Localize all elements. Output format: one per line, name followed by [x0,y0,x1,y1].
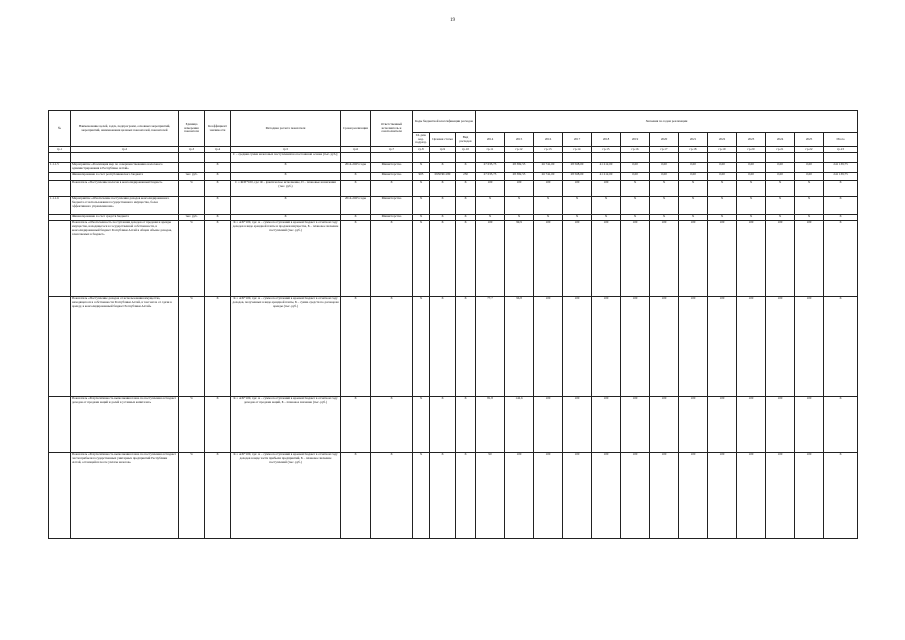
row-value-2025 [795,152,824,162]
row-name: Мероприятие «Обеспечение поступления доходов консолидированного бюджета от использования государственного имущества, более эффективного управления им» [71,196,179,214]
row-budget-2: 0930301180 [430,172,456,180]
header-year-2023: 2023 [737,133,766,147]
row-value-2017: Х [563,196,592,214]
row-method: К = А/Б*100, где: А – сумма поступлений в краевой бюджет в отчетном году доходов, полученных в виде арендной платы, Б – сумма средств по договорам аренды (тыс. руб.) [231,296,341,396]
row-value-2023: Х [737,214,766,220]
header-budget-sub-2: Целевая статья [430,133,456,147]
table-row [49,196,858,214]
row-value-2022: Х [708,180,737,196]
row-value-2015: 99,9 [505,220,534,296]
row-total: Х [824,396,858,452]
row-value-2018: 41 212,00 [592,172,621,180]
row-value-2023: 100 [737,220,766,296]
row-coef: Х [205,214,231,220]
row-total: Х [824,196,858,214]
row-value-2016: Х [534,214,563,220]
row-value-2015: Х [505,196,534,214]
column-number: гр.18 [679,147,708,153]
row-unit: % [179,296,205,396]
header-period: Сроки реализации [341,111,371,147]
row-value-2022: 100 [708,452,737,538]
header-num: № [49,111,71,147]
row-budget-2: Х [430,220,456,296]
row-method: К = А/Б*100, где: А – сумма поступлений в краевой бюджет в отчетном году доходов от продажи акций, Б – плановое значение (тыс. руб.) [231,396,341,452]
row-period: Х [341,180,371,196]
row-period: Х [341,172,371,180]
row-budget-2: Х [430,196,456,214]
row-value-2025: Х [795,180,824,196]
row-name [71,152,179,162]
row-value-2015: Х [505,214,534,220]
row-coef: Х [205,162,231,172]
row-coef: Х [205,196,231,214]
column-number: гр.20 [737,147,766,153]
row-name: Показатель «Обеспеченность поступления доходов от продажи и аренды имущества, находящегося в государственной собственности, в консолидированный бюджет Республики Алтай в общем объеме доходов, зачисляемых в бюджет» [71,220,179,296]
row-value-2015: 100 [505,180,534,196]
row-method: Х [231,196,341,214]
row-value-2014: Х [476,196,505,214]
row-value-2017: 28 568,00 [563,172,592,180]
row-value-2019: 0,00 [621,162,650,172]
row-value-2020 [650,152,679,162]
row-method: С – средняя сумма налоговых поступлений на постоянной основе (тыс. руб.); [231,152,341,162]
row-budget-2: Х [430,162,456,172]
header-year-2020: 2020 [650,133,679,147]
row-value-2024: 100 [766,220,795,296]
row-num [49,396,71,452]
row-value-2019: 0,00 [621,172,650,180]
header-total: Итого [824,133,858,147]
row-value-2017: 28 568,00 [563,162,592,172]
column-number: гр.17 [650,147,679,153]
row-value-2016: Х [534,196,563,214]
row-value-2017 [563,152,592,162]
row-total: 241 139,75 [824,172,858,180]
row-value-2025: Х [795,196,824,214]
row-unit: % [179,220,205,296]
row-value-2024: Х [766,196,795,214]
row-value-2020: 100 [650,220,679,296]
row-value-2023: 0,00 [737,162,766,172]
row-budget-3: Х [456,214,476,220]
row-value-2024: 0,00 [766,162,795,172]
row-value-2024: 100 [766,296,795,396]
row-value-2021: 100 [679,452,708,538]
row-value-2021: Х [679,214,708,220]
row-value-2024 [766,152,795,162]
row-value-2018: 100 [592,180,621,196]
header-year-2018: 2018 [592,133,621,147]
row-unit [179,196,205,214]
row-responsible: Министерство [371,214,413,220]
row-value-2017: 100 [563,396,592,452]
header-year-2014: 2014 [476,133,505,147]
row-period: Х [341,452,371,538]
row-budget-2: Х [430,296,456,396]
row-budget-2: Х [430,180,456,196]
row-name: Показатель «Результативность выполнения плана по поступлению в бюджет доходов от продажи акций и долей в уставных капиталах» [71,396,179,452]
page-number: 19 [450,18,455,23]
row-value-2017: 100 [563,296,592,396]
row-name: Финансирование за счет средств бюджета [71,214,179,220]
row-value-2018: 100 [592,296,621,396]
row-value-2021: Х [679,180,708,196]
column-number: гр.3 [179,147,205,153]
row-value-2016: 26 741,00 [534,162,563,172]
row-value-2018: 100 [592,396,621,452]
row-value-2022: Х [708,196,737,214]
row-value-2019: Х [621,196,650,214]
row-coef: Х [205,296,231,396]
header-method: Методика расчета показателя [231,111,341,147]
row-budget-1: Х [413,296,430,396]
row-value-2019: 100 [621,220,650,296]
column-number: гр.8 [413,147,430,153]
column-number: гр.6 [341,147,371,153]
row-value-2017: 100 [563,452,592,538]
column-number: гр.5 [231,147,341,153]
row-num [49,152,71,162]
program-table [48,110,858,539]
column-number: гр.2 [71,147,179,153]
row-num [49,296,71,396]
row-value-2023: 100 [737,296,766,396]
row-budget-2: Х [430,452,456,538]
header-year-2021: 2021 [679,133,708,147]
header-budget-sub-1: ГА дин. код. подразд. [413,133,430,147]
column-number: гр.12 [505,147,534,153]
row-value-2023 [737,152,766,162]
row-value-2018: Х [592,214,621,220]
table-row [49,220,858,296]
table-row [49,152,858,162]
row-value-2025: 0,00 [795,162,824,172]
row-method: Х [231,214,341,220]
row-value-2025: 0,00 [795,172,824,180]
row-value-2018: 100 [592,452,621,538]
row-responsible: Министерство [371,162,413,172]
row-total: 241 139,75 [824,162,858,172]
row-budget-1: 905 [413,172,430,180]
row-value-2014: 100 [476,220,505,296]
row-responsible: Министерство [371,196,413,214]
column-number: гр.16 [621,147,650,153]
row-value-2025: 100 [795,452,824,538]
row-value-2022 [708,152,737,162]
row-value-2018: 41 212,00 [592,162,621,172]
column-number: гр.23 [824,147,858,153]
header-name: Наименование целей, задач, подпрограмм, основных мероприятий, мероприятий, наименования целевых показателей, показателей [71,111,179,147]
row-value-2022: 0,00 [708,172,737,180]
row-value-2024: 0,00 [766,172,795,180]
row-method: Х [231,172,341,180]
row-num [49,452,71,538]
row-value-2025: Х [795,214,824,220]
row-value-2020: 0,00 [650,172,679,180]
row-total: Х [824,214,858,220]
row-value-2023: 100 [737,396,766,452]
row-responsible: Х [371,296,413,396]
row-value-2016: 100 [534,180,563,196]
row-method: Х [231,162,341,172]
row-value-2017: Х [563,214,592,220]
table-row [49,396,858,452]
row-total: Х [824,180,858,196]
column-number: гр.9 [430,147,456,153]
row-value-2024: 100 [766,396,795,452]
row-value-2015 [505,152,534,162]
row-value-2014: 100 [476,180,505,196]
row-value-2021: 100 [679,396,708,452]
row-value-2017: 100 [563,220,592,296]
row-responsible: Х [371,452,413,538]
row-method: К = А/Б*100, где: А – сумма поступлений в краевой бюджет в отчетном году доходов в виде арендной платы и продажи имущества, Б – плановое значение поступлений (тыс. руб.) [231,220,341,296]
header-year-2025: 2025 [795,133,824,147]
row-budget-3 [456,152,476,162]
row-value-2021: 100 [679,220,708,296]
row-value-2025: 100 [795,396,824,452]
header-values: Значения по годам реализации [476,111,858,133]
row-coef: Х [205,172,231,180]
row-value-2021: 0,00 [679,162,708,172]
row-value-2015: 96,8 [505,296,534,396]
row-name: Показатель «Поступление доходов от использования имущества, находящегося в собственности Республики Алтай, в том числе от сдачи в аренду, в консолидированный бюджет Республики Алтай» [71,296,179,396]
row-value-2015: 142,6 [505,396,534,452]
column-number: гр.15 [592,147,621,153]
row-num [49,220,71,296]
header-year-2016: 2016 [534,133,563,147]
column-number: гр.13 [534,147,563,153]
row-budget-3: Х [456,162,476,172]
row-budget-1 [413,152,430,162]
row-value-2021: 0,00 [679,172,708,180]
row-coef: Х [205,396,231,452]
row-unit: % [179,396,205,452]
column-number: гр.22 [795,147,824,153]
row-budget-3: Х [456,220,476,296]
row-value-2022: 100 [708,396,737,452]
row-budget-3: Х [456,396,476,452]
column-number: гр.10 [456,147,476,153]
row-method: С = Ф/П*100, где: Ф – фактическое исполнение, П – плановые назначения (тыс. руб.) [231,180,341,196]
row-value-2024: Х [766,214,795,220]
column-number: гр.7 [371,147,413,153]
row-budget-1: Х [413,396,430,452]
row-value-2014: Х [476,214,505,220]
table-row [49,452,858,538]
table-row [49,162,858,172]
row-total [824,152,858,162]
row-value-2023: 100 [737,452,766,538]
header-coef: Коэффициент значимости [205,111,231,147]
row-budget-3: 250 [456,172,476,180]
row-num [49,180,71,196]
row-budget-3: Х [456,180,476,196]
row-period: 2014-2025 годы [341,162,371,172]
row-value-2016: 100 [534,220,563,296]
row-budget-1: Х [413,196,430,214]
row-value-2019: Х [621,214,650,220]
row-value-2020: Х [650,196,679,214]
header-year-2024: 2024 [766,133,795,147]
row-value-2014: 27 035,75 [476,172,505,180]
row-value-2023: Х [737,196,766,214]
row-method: К = А/Б*100, где: А – сумма поступлений в краевой бюджет в отчетном году доходов в виде части прибыли предприятий, Б – плановое значение поступлений (тыс. руб.) [231,452,341,538]
row-unit [179,162,205,172]
row-responsible: Министерство [371,172,413,180]
row-value-2014: 27 035,75 [476,162,505,172]
row-value-2018: Х [592,196,621,214]
row-value-2015: 28 382,55 [505,172,534,180]
row-budget-1: Х [413,220,430,296]
row-total: Х [824,220,858,296]
row-value-2024: 100 [766,452,795,538]
row-value-2018 [592,152,621,162]
row-value-2014: 90 [476,452,505,538]
row-budget-2: Х [430,396,456,452]
row-coef: Х [205,452,231,538]
row-value-2019: 100 [621,296,650,396]
row-budget-1: Х [413,452,430,538]
row-value-2020: 100 [650,396,679,452]
row-value-2024: Х [766,180,795,196]
column-number: гр.21 [766,147,795,153]
row-value-2022: 100 [708,220,737,296]
row-coef [205,152,231,162]
header-budget-code: Коды бюджетной классификации расходов [413,111,476,133]
row-coef: Х [205,180,231,196]
row-value-2021 [679,152,708,162]
row-total: Х [824,296,858,396]
row-budget-2 [430,152,456,162]
row-num [49,172,71,180]
row-value-2015: 28 382,55 [505,162,534,172]
row-budget-1: Х [413,214,430,220]
row-responsible: Х [371,396,413,452]
row-period: Х [341,214,371,220]
row-value-2023: Х [737,180,766,196]
row-period: Х [341,296,371,396]
row-value-2019 [621,152,650,162]
row-value-2020: Х [650,214,679,220]
row-budget-3: Х [456,196,476,214]
row-value-2020: Х [650,180,679,196]
row-responsible [371,152,413,162]
header-year-2022: 2022 [708,133,737,147]
row-value-2014: 77,7 [476,296,505,396]
row-value-2016: 100 [534,396,563,452]
row-value-2020: 100 [650,296,679,396]
row-budget-3: Х [456,296,476,396]
row-unit [179,152,205,162]
row-value-2022: 100 [708,296,737,396]
header-year-2019: 2019 [621,133,650,147]
column-number: гр.11 [476,147,505,153]
row-value-2023: 0,00 [737,172,766,180]
row-responsible: Х [371,220,413,296]
table-row [49,296,858,396]
row-value-2019: 100 [621,452,650,538]
row-unit: тыс. руб. [179,172,205,180]
row-num: 1.1.1.6 [49,196,71,214]
row-value-2014 [476,152,505,162]
row-unit: % [179,180,205,196]
row-value-2014: 81,8 [476,396,505,452]
row-name: Финансирование за счет республиканского бюджета [71,172,179,180]
column-number: гр.14 [563,147,592,153]
row-value-2016: 100 [534,296,563,396]
row-value-2017: 100 [563,180,592,196]
row-value-2018: 100 [592,220,621,296]
row-coef: Х [205,220,231,296]
row-value-2016: 26 741,00 [534,172,563,180]
row-value-2019: Х [621,180,650,196]
header-year-2017: 2017 [563,133,592,147]
row-value-2016: 100 [534,452,563,538]
row-value-2020: 100 [650,452,679,538]
row-unit: % [179,452,205,538]
column-number: гр.1 [49,147,71,153]
row-value-2015: 100 [505,452,534,538]
row-unit: тыс. руб. [179,214,205,220]
column-number: гр.19 [708,147,737,153]
row-name: Показатель «Поступление налогов в консолидированный бюджет» [71,180,179,196]
row-responsible: Х [371,180,413,196]
row-period: 2014-2025 годы [341,196,371,214]
row-value-2016 [534,152,563,162]
table-row [49,180,858,196]
row-period: Х [341,396,371,452]
row-budget-2: Х [430,214,456,220]
row-value-2022: Х [708,214,737,220]
row-budget-3: Х [456,452,476,538]
row-value-2021: 100 [679,296,708,396]
table-row [49,172,858,180]
row-period [341,152,371,162]
row-name: Показатель «Результативность выполнения плана по поступлению в бюджет части прибыли государственных унитарных предприятий Республики Алтай, остающейся после уплаты налогов» [71,452,179,538]
row-period: Х [341,220,371,296]
column-number: гр.4 [205,147,231,153]
header-responsible: Ответственный исполнитель и соисполнители [371,111,413,147]
row-value-2020: 0,00 [650,162,679,172]
header-unit: Единица измерения показателя [179,111,205,147]
row-value-2019: 100 [621,396,650,452]
row-budget-1: Х [413,180,430,196]
row-num: 1.1.1.5 [49,162,71,172]
row-value-2021: Х [679,196,708,214]
header-budget-sub-3: Вид расходов [456,133,476,147]
row-value-2025: 100 [795,220,824,296]
row-total: Х [824,452,858,538]
header-year-2015: 2015 [505,133,534,147]
row-value-2022: 0,00 [708,162,737,172]
row-value-2025: 100 [795,296,824,396]
row-name: Мероприятие «Реализация мер по совершенствованию налогового администрирования в Республике Алтай» [71,162,179,172]
row-budget-1: Х [413,162,430,172]
